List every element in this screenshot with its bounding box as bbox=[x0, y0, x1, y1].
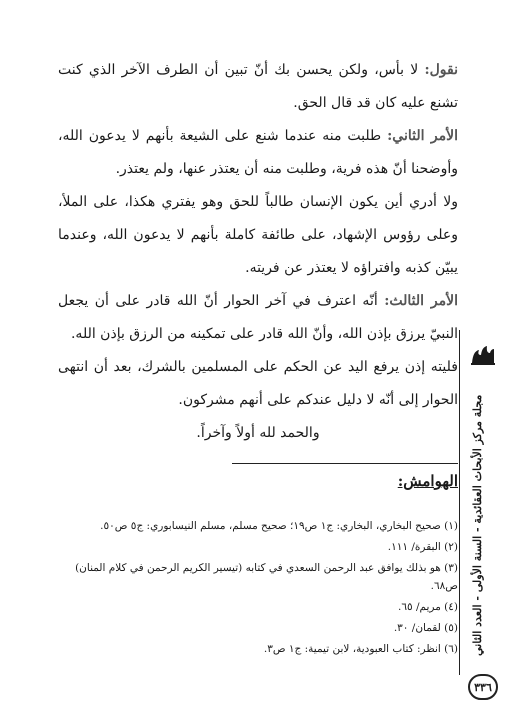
paragraph-4-text: أنّه اعترف في آخر الحوار أنّ الله قادر على أن يجعل النبيّ يرزق بإذن الله، وأنّ الله قادر على تمكينه من الرزق بإذن الله. bbox=[58, 293, 458, 342]
paragraph-2-text: طلبت منه عندما شنع على الشيعة بأنهم لا يدعون الله، وأوضحنا أنّ هذه فرية، وطلبت منه أن يعتذر عنها، ولم يعتذر. bbox=[58, 128, 458, 177]
footnote-2: (٢) البقرة/ ١١١. bbox=[387, 541, 458, 553]
running-head: مجلة مركز الأبحاث العقائدية - السنة الأولى - العدد الثاني bbox=[471, 395, 484, 657]
footnote-6: (٦) انظر: كتاب العبودية، لابن تيمية: ج١ ص٣. bbox=[263, 643, 458, 655]
paragraph-2-label: الأمر الثاني: bbox=[387, 128, 458, 144]
page-number: ٣٣٦ bbox=[468, 674, 498, 700]
footnote-1: (١) صحيح البخاري، البخاري: ج١ ص١٩؛ صحيح مسلم، مسلم النيسابوري: ج٥ ص٥٠. bbox=[100, 520, 458, 532]
margin-rule bbox=[459, 330, 460, 675]
paragraph-1-text: لا بأس، ولكن يحسن بك أنّ تبين أن الطرف الآخر الذي كنت تشنع عليه كان قد قال الحق. bbox=[58, 62, 458, 111]
paragraph-5: فليته إذن يرفع اليد عن الحكم على المسلمين بالشرك، بعد أن انتهى الحوار إلى أنّه لا دليل عندكم على أنهم مشركون. bbox=[58, 359, 458, 408]
footnote-divider bbox=[232, 463, 458, 464]
paragraph-1-label: نقول: bbox=[424, 62, 458, 78]
closing-line: والحمد لله أولاً وآخراً. bbox=[196, 425, 320, 441]
footnotes-heading: الهوامش: bbox=[397, 472, 458, 490]
footnote-5: (٥) لقمان/ ٣٠. bbox=[393, 622, 458, 634]
journal-logo-icon bbox=[469, 341, 497, 367]
footnotes-list bbox=[52, 517, 458, 661]
footnote-3: (٣) هو بذلك يوافق عبد الرحمن السعدي في كتابه (تيسير الكريم الرحمن في كلام المنان) ص٦٨. bbox=[75, 562, 458, 592]
main-text bbox=[58, 54, 458, 450]
paragraph-4 bbox=[58, 285, 458, 351]
paragraph-3: ولا أدري أين يكون الإنسان طالباً للحق وهو يفتري هكذا، على الملأ، وعلى رؤوس الإشهاد، على طائفة كاملة بأنهم لا يدعون الله، وعندما يبيّن كذبه وافتراؤه لا يعتذر عن فريته. bbox=[58, 194, 458, 276]
paragraph-2 bbox=[58, 120, 458, 186]
paragraph-4-label: الأمر الثالث: bbox=[384, 293, 458, 309]
paragraph-1 bbox=[58, 54, 458, 120]
footnote-4: (٤) مريم/ ٦٥. bbox=[397, 601, 458, 613]
